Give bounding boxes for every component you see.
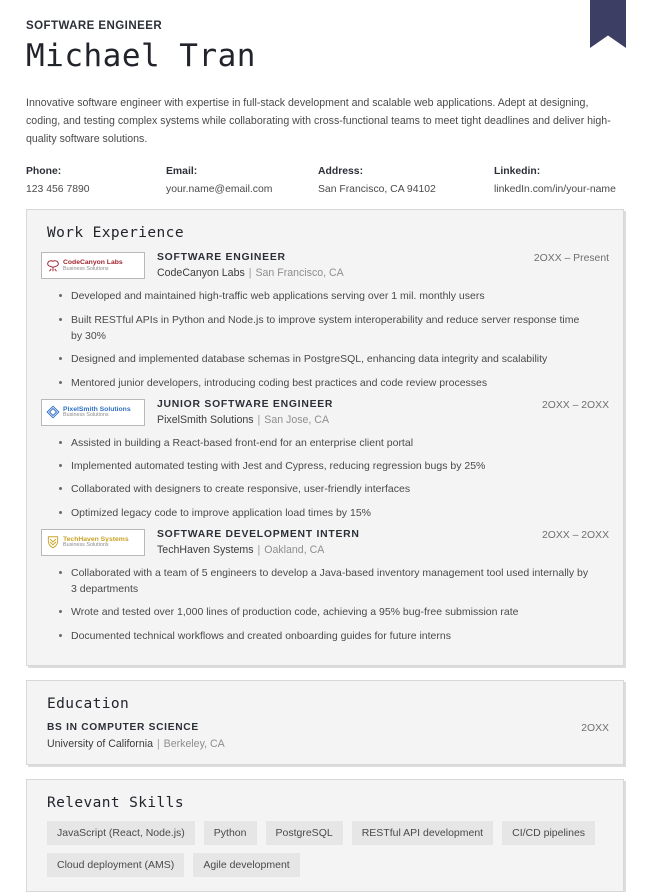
company-logo-text	[63, 406, 131, 419]
work-experience-card	[26, 209, 624, 665]
job-bullet: Documented technical workflows and created onboarding guides for future interns	[71, 628, 609, 644]
skill-tag: Python	[204, 821, 257, 845]
job-bullet: Optimized legacy code to improve application load times by 15%	[71, 505, 609, 521]
job-bullet-list	[41, 435, 609, 521]
job-meta	[145, 398, 542, 426]
section-title-work-experience: Work Experience	[47, 225, 184, 242]
job-dates: 2OXX – 2OXX	[542, 399, 609, 411]
resume-header	[26, 0, 624, 148]
job-company: TechHaven Systems	[157, 543, 254, 556]
company-logo-text	[63, 536, 129, 549]
skill-tag: CI/CD pipelines	[502, 821, 595, 845]
job-company-location	[157, 267, 534, 279]
relevant-skills-card	[26, 779, 624, 892]
company-logo-name: PixelSmith Solutions	[63, 405, 131, 413]
work-experience-list	[41, 251, 609, 643]
contact-label: Linkedin:	[494, 166, 541, 178]
separator: |	[257, 413, 261, 426]
work-experience-entry	[41, 528, 609, 644]
page-title: Michael Tran	[26, 38, 256, 74]
education-list	[41, 722, 609, 750]
education-main	[47, 722, 581, 750]
job-meta	[145, 528, 542, 556]
company-logo	[41, 252, 145, 279]
professional-summary: Innovative software engineer with expertise in full-stack development and scalable web applications. Adept at designing, coding, and testing complex systems while collaborating with cross-functional teams to meet tight deadlines and deliver high-quality software solutions.	[26, 96, 611, 146]
company-logo-name: CodeCanyon Labs	[63, 259, 123, 267]
job-bullet: Collaborated with designers to create responsive, user-friendly interfaces	[71, 481, 609, 497]
contact-row	[26, 166, 624, 195]
job-title: JUNIOR SOFTWARE ENGINEER	[157, 398, 334, 410]
education-entry	[47, 722, 609, 750]
contact-label: Phone:	[26, 166, 62, 178]
job-location: San Jose, CA	[264, 413, 330, 426]
job-location: Oakland, CA	[264, 543, 325, 556]
company-logo-name: TechHaven Systems	[63, 535, 129, 543]
job-company: CodeCanyon Labs	[157, 267, 245, 280]
role-kicker: SOFTWARE ENGINEER	[26, 20, 163, 32]
skill-tag: Agile development	[193, 853, 299, 877]
contact-column	[318, 166, 494, 195]
job-location: San Francisco, CA	[255, 267, 344, 280]
skill-tag: Cloud deployment (AMS)	[47, 853, 184, 877]
job-company-location	[157, 414, 542, 426]
skill-tag-list	[47, 821, 609, 877]
job-bullet: Assisted in building a React-based front-end for an enterprise client portal	[71, 435, 609, 451]
job-bullet: Collaborated with a team of 5 engineers to develop a Java-based inventory management tool used internally by 3 departments	[71, 565, 609, 598]
contact-value[interactable]: your.name@email.com	[166, 184, 273, 196]
contact-value[interactable]: 123 456 7890	[26, 184, 90, 196]
skill-tag: PostgreSQL	[266, 821, 343, 845]
contact-label: Email:	[166, 166, 198, 178]
separator: |	[257, 543, 261, 556]
company-logo	[41, 399, 145, 426]
job-title: SOFTWARE DEVELOPMENT INTERN	[157, 528, 360, 540]
job-bullet: Wrote and tested over 1,000 lines of production code, achieving a 95% bug-free submission rate	[71, 604, 609, 620]
job-bullet: Implemented automated testing with Jest and Cypress, reducing regression bugs by 25%	[71, 458, 609, 474]
job-company: PixelSmith Solutions	[157, 413, 254, 426]
education-card	[26, 680, 624, 765]
butterfly-mark-icon	[45, 258, 60, 273]
company-logo-subtitle: Business Solutions	[63, 412, 109, 419]
section-title-education: Education	[47, 695, 130, 712]
company-logo-subtitle: Business Solutions	[63, 542, 109, 549]
company-logo	[41, 529, 145, 556]
job-bullet: Mentored junior developers, introducing coding best practices and code review processes	[71, 375, 609, 391]
job-dates: 2OXX – 2OXX	[542, 529, 609, 541]
separator: |	[248, 267, 252, 280]
job-company-location	[157, 544, 542, 556]
job-bullet-list	[41, 288, 609, 390]
company-logo-subtitle: Business Solutions	[63, 265, 109, 272]
section-title-relevant-skills: Relevant Skills	[47, 794, 184, 811]
job-bullet-list	[41, 565, 609, 644]
job-bullet: Built RESTful APIs in Python and Node.js to improve system interoperability and reduce server response time by 30%	[71, 312, 609, 345]
layered-diamond-mark-icon	[45, 405, 60, 420]
separator: |	[156, 737, 160, 750]
job-header	[41, 528, 609, 556]
education-degree: BS IN COMPUTER SCIENCE	[47, 721, 199, 733]
skill-tag: RESTful API development	[352, 821, 493, 845]
education-location: Berkeley, CA	[163, 737, 225, 750]
job-dates: 2OXX – Present	[533, 253, 609, 265]
contact-column	[166, 166, 318, 195]
contact-value[interactable]: San Francisco, CA 94102	[318, 184, 436, 196]
job-bullet: Designed and implemented database schemas in PostgreSQL, enhancing data integrity and scalability	[71, 351, 609, 367]
job-header	[41, 398, 609, 426]
contact-value[interactable]: linkedIn.com/in/your-name	[494, 184, 616, 196]
skill-tag: JavaScript (React, Node.js)	[47, 821, 195, 845]
education-school: University of California	[47, 737, 153, 750]
contact-label: Address:	[318, 166, 364, 178]
job-header	[41, 251, 609, 279]
education-school-location	[47, 738, 581, 750]
contact-column	[26, 166, 166, 195]
shield-chevron-mark-icon	[45, 535, 60, 550]
work-experience-entry	[41, 398, 609, 521]
education-date: 2OXX	[581, 722, 609, 734]
job-title: SOFTWARE ENGINEER	[157, 252, 286, 264]
job-meta	[145, 251, 534, 279]
job-bullet: Developed and maintained high-traffic web applications serving over 1 mil. monthly users	[71, 288, 609, 304]
work-experience-entry	[41, 251, 609, 390]
company-logo-text	[63, 259, 123, 272]
contact-column	[494, 166, 616, 195]
